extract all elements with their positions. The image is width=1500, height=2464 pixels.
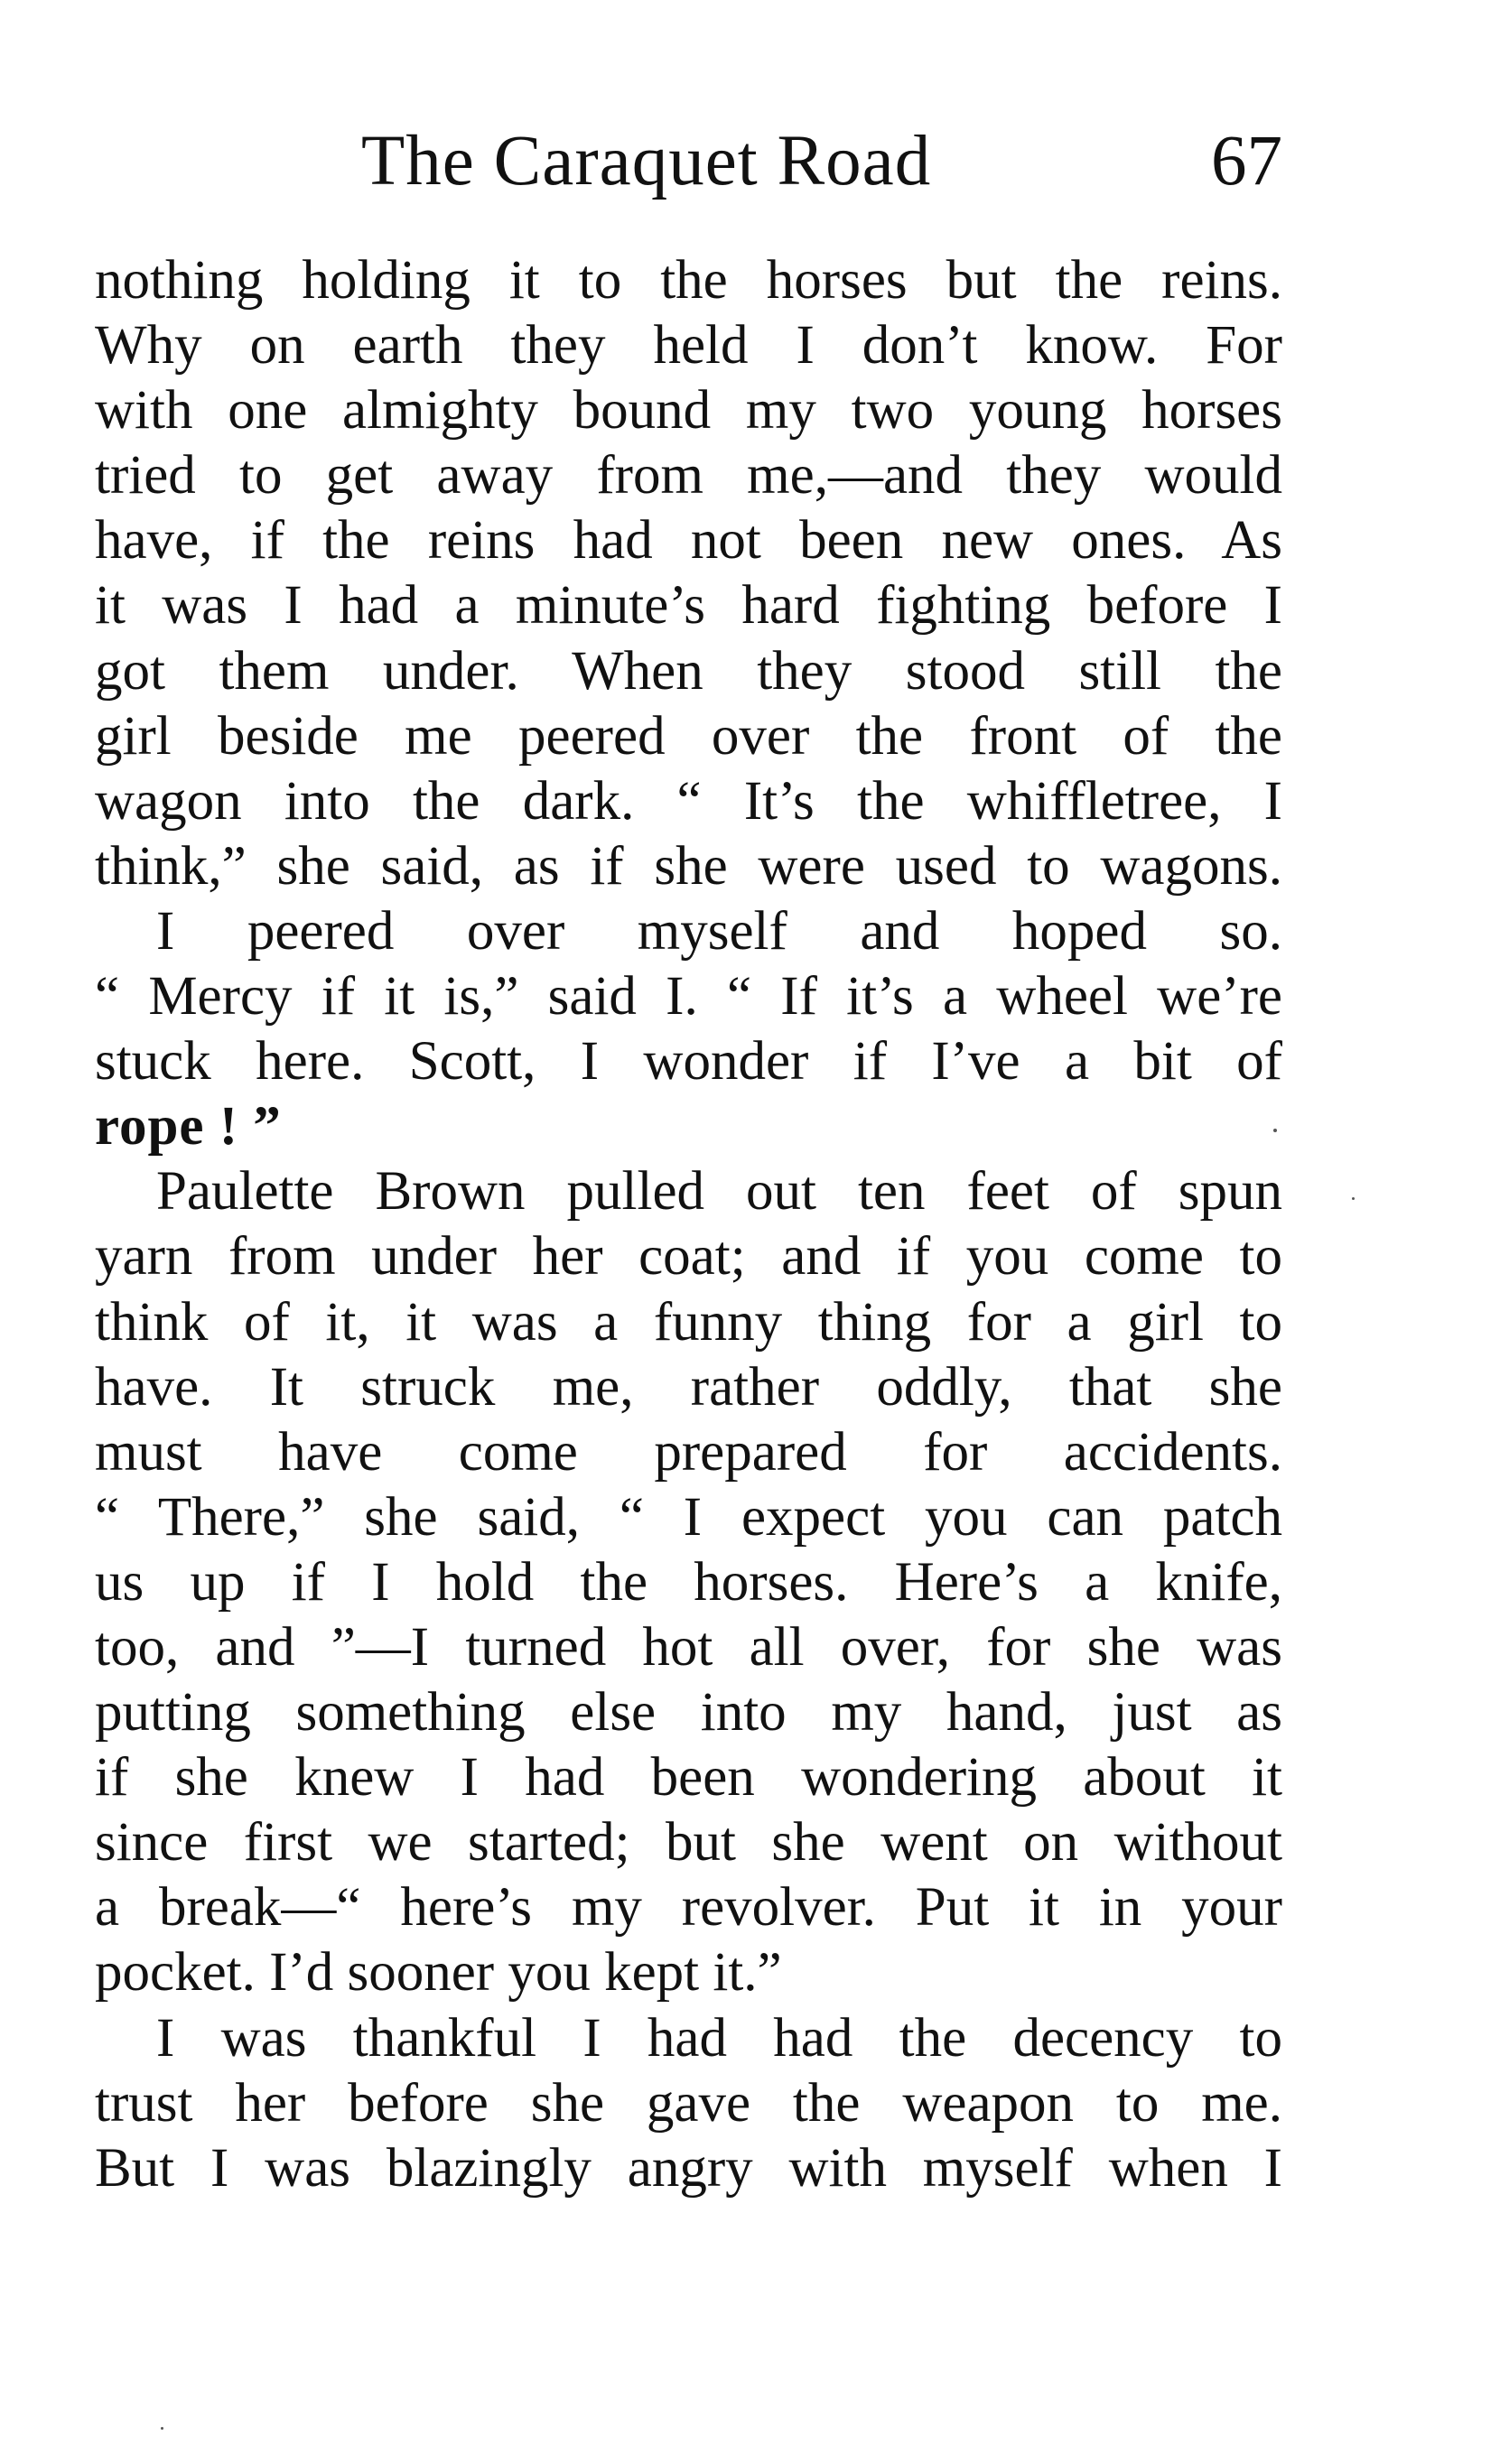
paper-speck [1273,1129,1277,1132]
text-line: have, if the reins had not been new ones. As [95,510,1282,572]
text-line: I peered over myself and hoped so. [156,900,1282,962]
text-line: it was I had a minute’s hard fighting before I [95,575,1282,637]
text-line: tried to get away from me,—and they would [95,445,1282,507]
text-line: stuck here. Scott, I wonder if I’ve a bit of [95,1031,1282,1093]
paper-speck [161,2427,163,2430]
text-line: too, and ”—I turned hot all over, for she was [95,1616,1282,1678]
text-line: “ Mercy if it is,” said I. “ If it’s a wheel we’re [95,966,1282,1027]
text-line: putting something else into my hand, just as [95,1682,1282,1743]
text-line: I was thankful I had had the decency to [156,2007,1282,2069]
running-head [95,121,1282,202]
page-number: 67 [1211,122,1282,200]
text-line: nothing holding it to the horses but the reins. [95,250,1282,311]
text-line: pocket. I’d sooner you kept it.” [95,1942,782,2004]
text-line: with one almighty bound my two young horses [95,380,1282,442]
text-line: But I was blazingly angry with myself when I [95,2137,1282,2199]
paper-speck [1352,1197,1355,1200]
text-line: got them under. When they stood still the [95,640,1282,702]
text-line: have. It struck me, rather oddly, that she [95,1356,1282,1418]
body-text [95,248,1282,2201]
text-line: wagon into the dark. “ It’s the whiffletree, I [95,770,1282,832]
text-line: think of it, it was a funny thing for a girl to [95,1291,1282,1353]
text-line: rope ! ” [95,1096,282,1158]
text-line: a break—“ here’s my revolver. Put it in your [95,1877,1282,1939]
text-line: Why on earth they held I don’t know. For [95,315,1282,377]
text-line: since first we started; but she went on without [95,1812,1282,1874]
text-line: trust her before she gave the weapon to me. [95,2072,1282,2134]
text-line: yarn from under her coat; and if you come to [95,1226,1282,1288]
text-line: must have come prepared for accidents. [95,1421,1282,1483]
running-title: The Caraquet Road [361,122,932,200]
text-line: if she knew I had been wondering about it [95,1747,1282,1808]
text-line: Paulette Brown pulled out ten feet of spun [156,1161,1282,1223]
text-line: girl beside me peered over the front of the [95,705,1282,767]
text-line: “ There,” she said, “ I expect you can patch [95,1486,1282,1548]
text-line: think,” she said, as if she were used to wagons. [95,835,1282,897]
text-line: us up if I hold the horses. Here’s a knife, [95,1551,1282,1613]
